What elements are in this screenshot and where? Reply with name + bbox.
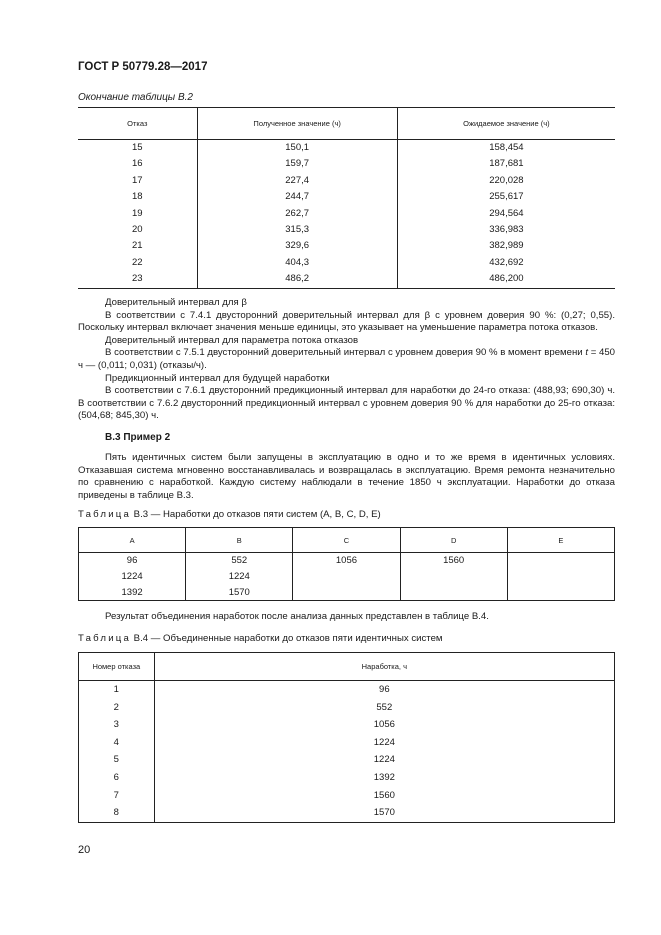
table-cell: 1392 xyxy=(154,769,614,787)
table-row xyxy=(78,140,615,157)
table-row xyxy=(79,734,615,752)
table-row xyxy=(79,699,615,717)
column-header: C xyxy=(293,528,400,553)
table-header-row xyxy=(79,653,615,681)
table-cell xyxy=(507,553,614,569)
column-header: D xyxy=(400,528,507,553)
column-header: Наработка, ч xyxy=(154,653,614,681)
table-cell: 315,3 xyxy=(197,222,397,238)
table-cell: 244,7 xyxy=(197,189,397,205)
paragraph: Доверительный интервал для параметра потока отказов xyxy=(105,334,359,346)
table-row xyxy=(78,222,615,238)
table-cell: 1560 xyxy=(400,553,507,569)
table-cell: 21 xyxy=(131,240,143,252)
table-cell: 158,454 xyxy=(397,140,615,157)
page-number: 20 xyxy=(78,844,91,856)
table-b2 xyxy=(78,107,615,289)
table-header-row xyxy=(78,108,615,140)
table-b4 xyxy=(78,652,615,823)
table-cell: 8 xyxy=(113,807,119,819)
column-header: Полученное значение (ч) xyxy=(197,108,397,140)
table-cell: 404,3 xyxy=(197,255,397,271)
table-cell: 5 xyxy=(113,754,119,766)
table-cell: 1560 xyxy=(154,787,614,805)
table-cell xyxy=(293,585,400,601)
table-row xyxy=(79,553,615,569)
table-cell: 1392 xyxy=(121,586,143,598)
section-paragraph xyxy=(78,452,615,502)
column-header: B xyxy=(186,528,293,553)
table-cell: 336,983 xyxy=(397,222,615,238)
table-cell: 294,564 xyxy=(397,206,615,222)
text-span: В соответствии с 7.5.1 двусторонний доверительный интервал с уровнем доверия 90 % в момент времени xyxy=(105,347,586,359)
table-header-row xyxy=(79,528,615,553)
table-cell: 1224 xyxy=(186,569,293,585)
table-cell xyxy=(507,569,614,585)
table-cell: 22 xyxy=(131,256,143,268)
table-cell: 255,617 xyxy=(397,189,615,205)
table-row xyxy=(78,156,615,172)
column-header: Номер отказа xyxy=(79,653,155,681)
table-row xyxy=(78,173,615,189)
table-cell: 486,200 xyxy=(397,271,615,288)
paragraph: В соответствии с 7.6.1 двусторонний предикционный интервал для наработки до 24-го отказа: (488,93; 690,30) ч. В соответствии с 7.6.2 двусторонний предикционный интервал с уровнем доверия 90 % для наработки до 25-го отказа: (504,68; 845,30) ч. xyxy=(78,385,615,422)
table-cell: 1056 xyxy=(154,716,614,734)
table-label: Таблица xyxy=(78,509,132,520)
table-caption: В.3 — Наработки до отказов пяти систем (A, B, C, D, E) xyxy=(131,509,381,520)
table-cell xyxy=(507,585,614,601)
table-cell: 1570 xyxy=(186,585,293,601)
table-row xyxy=(78,189,615,205)
table-cell: 20 xyxy=(131,224,143,236)
table-cell: 19 xyxy=(131,207,143,219)
table-body xyxy=(78,140,615,289)
table-cell: 486,2 xyxy=(197,271,397,288)
table-cell: 18 xyxy=(131,191,143,203)
result-paragraph: Результат объединения наработок после анализа данных представлен в таблице В.4. xyxy=(105,611,489,622)
table-row xyxy=(78,206,615,222)
table-b2-caption: Окончание таблицы В.2 xyxy=(78,92,193,103)
paragraph: Предикционный интервал для будущей наработки xyxy=(105,372,330,384)
table-cell: 262,7 xyxy=(197,206,397,222)
table-row xyxy=(79,787,615,805)
table-row xyxy=(79,769,615,787)
table-cell: 1056 xyxy=(293,553,400,569)
table-caption: В.4 — Объединенные наработки до отказов пяти идентичных систем xyxy=(131,633,443,644)
section-title: В.3 Пример 2 xyxy=(105,432,171,443)
table-cell: 16 xyxy=(131,158,143,170)
table-row xyxy=(78,255,615,271)
table-cell xyxy=(293,569,400,585)
table-cell: 150,1 xyxy=(197,140,397,157)
table-cell: 3 xyxy=(113,719,119,731)
table-cell: 227,4 xyxy=(197,173,397,189)
column-header: E xyxy=(507,528,614,553)
table-cell: 552 xyxy=(186,553,293,569)
text-span: = 450 ч — (0,011; 0,031) (отказы/ч). xyxy=(78,347,615,371)
table-row xyxy=(79,585,615,601)
table-cell: 96 xyxy=(126,555,138,566)
table-cell: 17 xyxy=(131,174,143,186)
column-header: Отказ xyxy=(78,108,197,140)
table-body xyxy=(79,681,615,823)
table-cell: 382,989 xyxy=(397,238,615,254)
table-b4-title xyxy=(78,633,443,644)
table-cell: 23 xyxy=(131,273,143,285)
table-cell: 96 xyxy=(154,681,614,699)
table-cell: 220,028 xyxy=(397,173,615,189)
table-cell: 2 xyxy=(113,701,119,713)
paragraph xyxy=(78,347,615,372)
text-block xyxy=(78,297,615,423)
table-row xyxy=(79,681,615,699)
table-row xyxy=(79,569,615,585)
paragraph: Доверительный интервал для β xyxy=(105,297,247,308)
table-cell: 552 xyxy=(154,699,614,717)
document-header: ГОСТ Р 50779.28—2017 xyxy=(78,61,208,73)
table-cell: 159,7 xyxy=(197,156,397,172)
column-header: A xyxy=(79,528,186,553)
table-label: Таблица xyxy=(78,633,132,644)
paragraph: В соответствии с 7.4.1 двусторонний доверительный интервал для β с уровнем доверия 90 %: (0,27; 0,55). Поскольку интервал включает значения меньше единицы, это указывает на уменьшение параметра потока отказов. xyxy=(78,309,615,334)
table-cell: 1 xyxy=(113,684,119,695)
table-row xyxy=(78,238,615,254)
table-body xyxy=(79,553,615,601)
table-row xyxy=(79,716,615,734)
table-cell xyxy=(400,585,507,601)
table-row xyxy=(79,804,615,822)
table-cell: 1224 xyxy=(154,734,614,752)
table-cell: 432,692 xyxy=(397,255,615,271)
table-cell: 15 xyxy=(131,142,143,153)
table-b3-title xyxy=(78,509,381,520)
table-cell xyxy=(400,569,507,585)
table-b3 xyxy=(78,527,615,601)
table-cell: 187,681 xyxy=(397,156,615,172)
table-cell: 4 xyxy=(113,736,119,748)
paragraph: Пять идентичных систем были запущены в эксплуатацию в одно и то же время в идентичных условиях. Отказавшая система мгновенно восстанавливалась и возвращалась в эксплуатацию. Время ремонта незначительно по сравнению с наработкой. Каждую систему наблюдали в течение 1850 ч эксплуатации. Наработки до отказа приведены в таблице В.3. xyxy=(78,452,615,501)
table-cell: 1224 xyxy=(121,570,143,582)
table-cell: 1570 xyxy=(154,804,614,822)
table-cell: 6 xyxy=(113,771,119,783)
table-row xyxy=(78,271,615,288)
variable-t: t xyxy=(585,347,588,359)
table-cell: 329,6 xyxy=(197,238,397,254)
table-cell: 7 xyxy=(113,789,119,801)
table-row xyxy=(79,751,615,769)
column-header: Ожидаемое значение (ч) xyxy=(397,108,615,140)
table-cell: 1224 xyxy=(154,751,614,769)
